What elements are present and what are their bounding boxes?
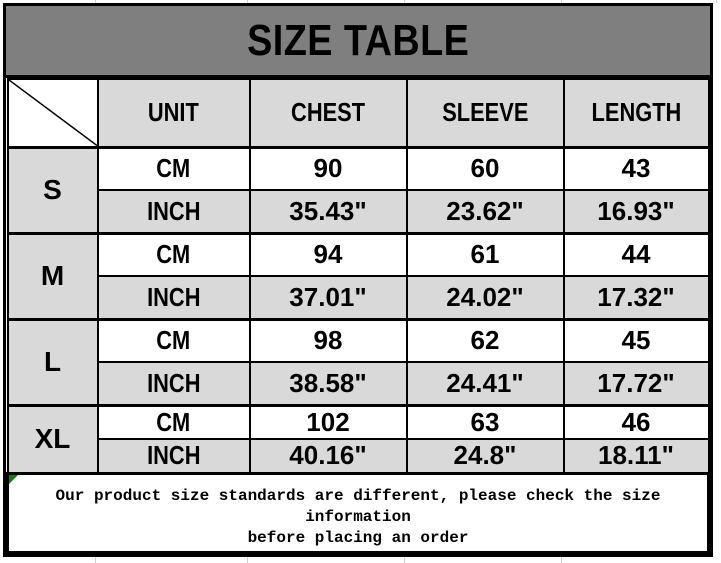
value-cell-sleeve: 60 — [407, 147, 564, 190]
column-header-chest — [250, 79, 407, 147]
column-header-unit — [98, 79, 250, 147]
row-xl-cm — [8, 405, 709, 439]
row-m-inch — [8, 276, 709, 319]
column-header-length-label: LENGTH — [591, 97, 681, 128]
value-cell-sleeve: 24.02" — [407, 276, 564, 319]
size-table-frame — [3, 3, 713, 557]
value-cell-length: 44 — [564, 233, 709, 276]
gridline-stub — [404, 557, 405, 563]
value-cell-length: 16.93" — [564, 190, 709, 233]
column-header-length — [564, 79, 709, 147]
footer-row — [8, 473, 709, 553]
column-header-sleeve — [407, 79, 564, 147]
header-row — [8, 79, 709, 147]
footer-note-cell — [8, 473, 709, 553]
gridline-stub — [95, 557, 96, 563]
value-cell-sleeve: 63 — [407, 405, 564, 439]
table-title-band — [6, 6, 710, 78]
size-label-l: L — [8, 319, 98, 405]
column-header-sleeve-label: SLEEVE — [441, 97, 529, 128]
unit-cell — [98, 190, 250, 233]
unit-label: INCH — [146, 440, 201, 471]
row-xl-inch — [8, 439, 709, 473]
value-cell-length: 43 — [564, 147, 709, 190]
unit-label: INCH — [146, 195, 201, 226]
footer-note-line1: Our product size standards are different, please check the size information — [55, 486, 661, 526]
row-s-cm — [8, 147, 709, 190]
unit-cell — [98, 405, 250, 439]
unit-cell — [98, 319, 250, 362]
value-cell-sleeve: 61 — [407, 233, 564, 276]
column-header-unit-label: UNIT — [148, 97, 199, 128]
unit-label: CM — [156, 406, 191, 437]
unit-label: INCH — [146, 367, 201, 398]
gridline-stub — [716, 0, 717, 3]
row-s-inch — [8, 190, 709, 233]
value-cell-length: 46 — [564, 405, 709, 439]
value-cell-length: 17.72" — [564, 362, 709, 405]
size-label-m: M — [8, 233, 98, 319]
size-table — [6, 78, 710, 554]
value-cell-length: 18.11" — [564, 439, 709, 473]
unit-label: INCH — [146, 281, 201, 312]
value-cell-sleeve: 23.62" — [407, 190, 564, 233]
unit-cell — [98, 362, 250, 405]
row-l-cm — [8, 319, 709, 362]
column-header-chest-label: CHEST — [290, 97, 366, 128]
gridline-stub — [561, 557, 562, 563]
unit-cell — [98, 233, 250, 276]
gridline-stub — [247, 557, 248, 563]
size-label-xl: XL — [8, 405, 98, 473]
corner-cell — [8, 79, 98, 147]
value-cell-sleeve: 24.8" — [407, 439, 564, 473]
unit-cell — [98, 439, 250, 473]
value-cell-sleeve: 62 — [407, 319, 564, 362]
size-label-s: S — [8, 147, 98, 233]
value-cell-chest: 37.01" — [250, 276, 407, 319]
cell-marker-triangle-icon — [9, 475, 18, 484]
unit-cell — [98, 147, 250, 190]
value-cell-chest: 38.58" — [250, 362, 407, 405]
value-cell-length: 17.32" — [564, 276, 709, 319]
value-cell-chest: 35.43" — [250, 190, 407, 233]
unit-label: CM — [156, 325, 191, 356]
value-cell-length: 45 — [564, 319, 709, 362]
value-cell-sleeve: 24.41" — [407, 362, 564, 405]
value-cell-chest: 98 — [250, 319, 407, 362]
value-cell-chest: 90 — [250, 147, 407, 190]
unit-label: CM — [156, 153, 191, 184]
unit-label: CM — [156, 239, 191, 270]
value-cell-chest: 94 — [250, 233, 407, 276]
value-cell-chest: 102 — [250, 405, 407, 439]
unit-cell — [98, 276, 250, 319]
row-l-inch — [8, 362, 709, 405]
footer-note-line2: before placing an order — [247, 528, 469, 547]
table-title: SIZE TABLE — [246, 15, 470, 65]
value-cell-chest: 40.16" — [250, 439, 407, 473]
row-m-cm — [8, 233, 709, 276]
diagonal-line-icon — [9, 80, 97, 146]
